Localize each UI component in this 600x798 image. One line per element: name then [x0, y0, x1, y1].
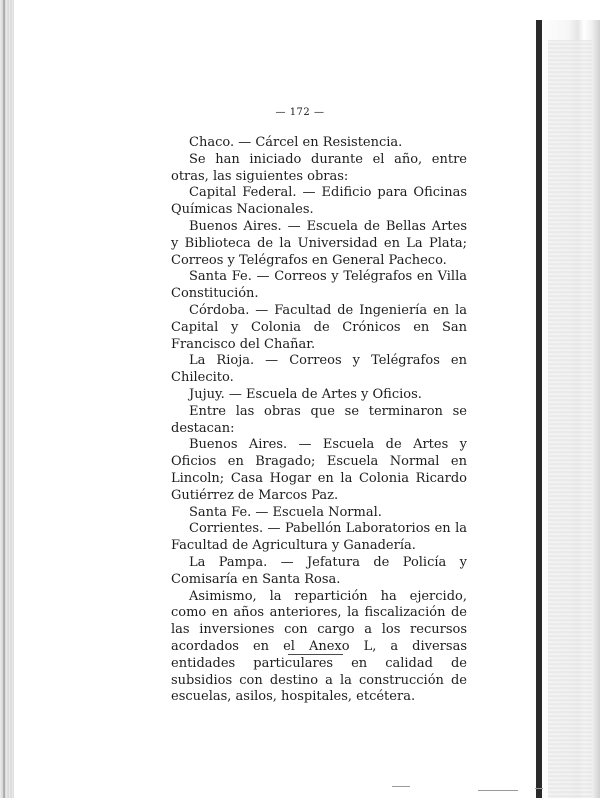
paragraph: Jujuy. — Escuela de Artes y Oficios.	[189, 386, 422, 402]
paragraph: Chaco. — Cárcel en Resistencia.	[189, 135, 403, 150]
paragraph: Corrientes. — Pabellón Laboratorios en la Facultad de Agricultura y Ganadería.	[171, 521, 467, 554]
paragraph: Córdoba. — Facultad de Ingeniería en la Capital y Colonia de Crónicos en San Francisco del Chañar.	[171, 302, 467, 352]
paragraph: Buenos Aires. — Escuela de Bellas Artes y Biblioteca de la Universidad en La Plata; Correos y Telégrafos en General Pacheco.	[171, 218, 467, 268]
paragraph: La Rioja. — Correos y Telégrafos en Chilecito.	[171, 353, 467, 386]
paragraph: Asimismo, la repartición ha ejercido, como en años anteriores, la fiscalización de las inversiones con cargo a los recursos acordados en el Anexo L, a diversas entidades particulares en calidad de subsidios con destino a la construcción de escuelas, asilos, hospitales, etcétera.	[171, 588, 467, 705]
page-number: — 172 —	[275, 107, 325, 118]
body-text	[171, 135, 467, 706]
paragraph: Santa Fe. — Escuela Normal.	[189, 504, 382, 520]
scan-speck	[535, 788, 543, 789]
paragraph: La Pampa. — Jefatura de Policía y Comisaría en Santa Rosa.	[171, 554, 467, 587]
scan-left-shadow	[3, 0, 5, 798]
paragraph: Se han iniciado durante el año, entre otras, las siguientes obras:	[171, 151, 467, 184]
paragraph: Buenos Aires. — Escuela de Artes y Oficios en Bragado; Escuela Normal en Lincoln; Casa Hogar en la Colonia Ricardo Gutiérrez de Marcos Paz.	[171, 437, 467, 503]
scan-speck	[478, 790, 518, 791]
paragraph: Santa Fe. — Correos y Telégrafos en Villa Constitución.	[171, 269, 467, 302]
closing-rule	[288, 654, 343, 655]
scan-right-strip	[548, 40, 592, 798]
paragraph: Entre las obras que se terminaron se destacan:	[171, 403, 467, 436]
scan-right-binding	[536, 20, 542, 798]
paragraph: Capital Federal. — Edificio para Oficinas Químicas Nacionales.	[171, 185, 467, 218]
scan-speck	[392, 786, 410, 787]
